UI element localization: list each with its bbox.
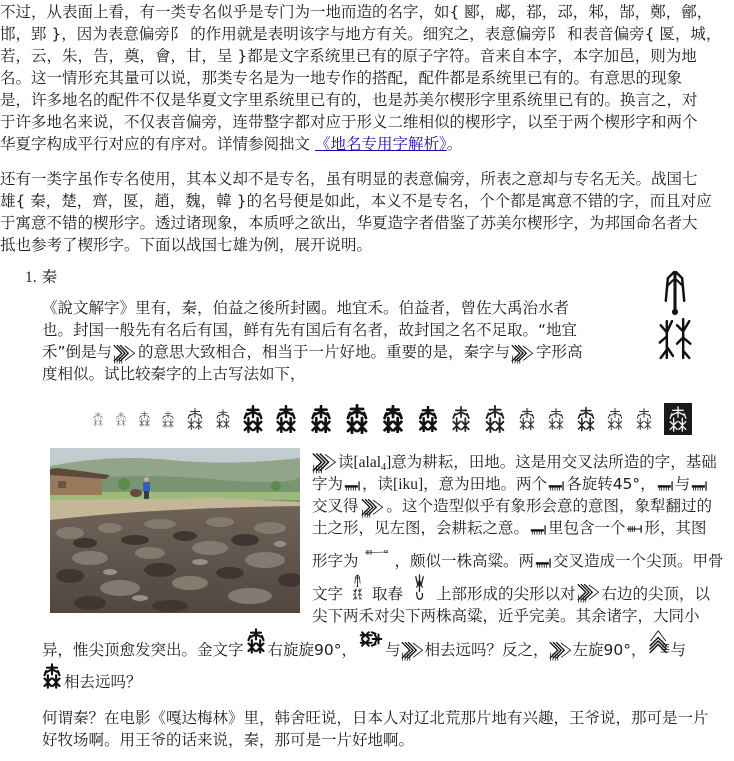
ancient-qin-form-icon xyxy=(635,406,653,432)
text-segment: 交叉造成一个尖顶。甲骨 xyxy=(553,552,724,570)
cuneiform-apin-up-icon xyxy=(648,645,670,657)
text-segment: 右旋旋90°， xyxy=(267,641,357,659)
text-segment: 禾”倒是与 xyxy=(42,343,113,361)
analysis-line xyxy=(42,640,686,661)
paragraph-line xyxy=(42,342,583,363)
text-segment: 相去远吗？反之， xyxy=(424,641,549,659)
text-segment: 土之形，见左图，会耕耘之意。 xyxy=(312,519,530,537)
ancient-qin-form-icon xyxy=(381,405,405,433)
ancient-qin-form-icon xyxy=(115,406,127,432)
analysis-line xyxy=(312,551,724,572)
intro-line: 若，云，朱，告，奠，會，甘，呈 }都是文字系统里已有的原子字符。音来自本字，本字加邑，则为地 xyxy=(0,47,697,65)
ancient-qin-form-icon xyxy=(576,406,596,432)
ancient-qin-forms-row xyxy=(92,402,692,436)
text-segment: 各旋转45°， xyxy=(566,475,656,493)
transliteration: [alal xyxy=(353,454,382,471)
oracle-bone-qin-icon xyxy=(656,268,694,364)
ancient-qin-form-icon xyxy=(92,406,104,432)
paragraph-line: 还有一类字虽作专名使用，其本义却不是专名，虽有明显的表意偏旁，所表之意却与专名无关。战国七 xyxy=(0,170,698,188)
cuneiform-apin-icon xyxy=(549,645,573,657)
article-link[interactable]: 《地名专用字解析》 xyxy=(314,135,447,153)
cuneiform-iku-icon xyxy=(548,479,565,491)
section-number: 1. xyxy=(25,269,37,286)
intro-line: 是，许多地名的配件不仅是华夏文字里系统里已有的，也是苏美尔楔形字里系统里已有的。换言之，对 xyxy=(0,91,698,109)
text-segment: 。这个造型似乎有象形会意的意图，象犁翻过的 xyxy=(386,497,713,515)
text-segment: 相去远吗？ xyxy=(64,673,142,691)
bronze-qin-rotated-icon xyxy=(359,645,383,657)
text-segment: 意为耕耘，田地。这是用交叉法所造的字，基础 xyxy=(391,453,717,471)
ancient-qin-form-icon xyxy=(242,405,264,433)
intro-line: 邯，郢 }，因为表意偏旁阝 的作用就是表明该字与地方有关。细究之，表意偏旁阝 和表音偏旁{ 匽，城， xyxy=(0,25,722,43)
intro-line xyxy=(0,134,462,155)
paragraph-line: 雄{ 秦，楚，齊，匽，趙，魏，韓 }的名号便是如此，本义不是专名，个个都是寓意不错的字，而且对应 xyxy=(0,192,712,210)
text-segment: 左旋90°， xyxy=(572,641,647,659)
ploughed-field-photo xyxy=(50,448,300,613)
analysis-line xyxy=(312,474,709,495)
intro-line: 不过，从表面上看，有一类专名似乎是专门为一地而造的名字，如{ 郾，郕，鄀，䢵，邾，郜，鄭，鄶， xyxy=(0,3,713,21)
cuneiform-iku-icon xyxy=(530,523,547,535)
cuneiform-apin-icon xyxy=(312,457,338,469)
text-segment: 字形高 xyxy=(536,343,583,361)
ancient-qin-form-icon xyxy=(138,406,151,432)
ancient-qin-form-icon xyxy=(344,404,370,434)
paragraph-line: 度相似。试比较秦字的上古写法如下， xyxy=(42,365,306,383)
text-segment: 右边的尖顶，以 xyxy=(601,585,711,603)
text-segment: 读 xyxy=(338,453,354,471)
paragraph-line: 也。封国一般先有名后有国，鲜有先有国后有名者，故封国之名不足取。“地宜 xyxy=(42,321,578,339)
intro-line: 于许多地名来说，不仅表音偏旁，连带整字都对应于形义二维相似的楔形字，以至于两个楔形字和两个 xyxy=(0,113,698,131)
text-segment: 里包含一个 xyxy=(548,519,626,537)
intro-line: 名。这一情形充其量可以说，那类专名是为一地专作的搭配，配件都是系统里已有的。有意思的现象 xyxy=(0,69,683,87)
cuneiform-apin-icon xyxy=(113,347,137,359)
ancient-qin-form-icon xyxy=(416,406,440,432)
ancient-qin-form-icon xyxy=(161,406,175,433)
text-segment: 与 xyxy=(670,641,687,659)
oracle-bone-qin-icon xyxy=(352,589,363,601)
analysis-line xyxy=(312,496,712,517)
text-segment: ，意为田地。两个 xyxy=(423,475,548,493)
cuneiform-apin-icon xyxy=(577,589,601,601)
analysis-line: 尖下两禾对尖下两株高粱，近乎完美。其余诸字，大同小 xyxy=(312,607,700,625)
ancient-qin-form-icon xyxy=(483,405,507,433)
transliteration-end: ] xyxy=(386,454,392,471)
text-segment: 交叉得 xyxy=(312,497,359,515)
paragraph-line: 好牧场啊。用王爷的话来说，秦，那可是一片好地啊。 xyxy=(42,731,415,749)
ancient-qin-form-icon xyxy=(547,406,565,432)
text-segment: 与 xyxy=(385,641,401,659)
ancient-qin-form-icon xyxy=(518,407,536,431)
bronze-qin-icon xyxy=(42,677,62,689)
text-segment: ，颇似一株高粱。两 xyxy=(394,552,535,570)
paragraph-line: 何谓秦？在电影《嘎达梅林》里，韩舍旺说，日本人对辽北荒那片地有兴趣，王爷说，那可是一片 xyxy=(42,709,709,727)
text-segment: 形，其图 xyxy=(644,519,707,537)
cuneiform-apin-icon xyxy=(361,501,385,513)
ancient-qin-form-icon xyxy=(309,405,333,433)
transliteration-index: 4 xyxy=(381,462,387,473)
analysis-line xyxy=(312,452,717,473)
analysis-line xyxy=(312,518,707,539)
ancient-qin-form-icon xyxy=(186,406,204,432)
text-segment: 的意思大致相合，相当于一片好地。重要的是，秦字与 xyxy=(138,343,511,361)
paragraph-line: 于寓意不错的楔形字。透过诸现象，本质呼之欲出，华夏造字者借鉴了苏美尔楔形字，为邦国命名者大 xyxy=(0,214,698,232)
ancient-qin-form-icon xyxy=(606,407,624,431)
oracle-bone-chun-icon xyxy=(413,589,426,601)
text-segment: 取春 xyxy=(372,585,404,603)
text-segment: ，读 xyxy=(362,475,394,493)
analysis-line xyxy=(42,672,142,693)
paragraph-line: 《說文解字》里有，秦，伯益之後所封國。地宜禾。伯益者，曾佐大禹治水者 xyxy=(42,299,570,317)
text-segment: 上部形成的尖形以对 xyxy=(436,585,576,603)
grain-glyph-icon xyxy=(627,523,644,535)
paragraph-line: 抵也参考了楔形字。下面以战国七雄为例，展开说明。 xyxy=(0,236,373,254)
cuneiform-apin-icon xyxy=(401,645,425,657)
cuneiform-iku-icon xyxy=(535,556,552,568)
transliteration: [iku] xyxy=(393,476,424,493)
seal-stamp-qin-icon xyxy=(664,403,692,435)
ancient-qin-form-icon xyxy=(450,406,472,432)
grain-glyph-long-icon xyxy=(363,556,389,568)
text-segment: 与 xyxy=(674,475,691,493)
section-title: 秦 xyxy=(41,268,58,286)
text-segment: 文字 xyxy=(312,585,344,603)
ancient-qin-form-icon xyxy=(215,407,231,431)
text-segment: 异，惟尖顶愈发突出。金文字 xyxy=(42,641,244,659)
cuneiform-iku-icon xyxy=(657,479,674,491)
intro-period: 。 xyxy=(446,135,463,153)
cuneiform-iku-icon xyxy=(691,479,708,491)
section-heading xyxy=(25,267,57,288)
cuneiform-iku-icon xyxy=(344,479,361,491)
ancient-qin-form-icon xyxy=(274,405,298,433)
intro-text: 华夏字构成平行对应的有序对。详情参阅拙文 xyxy=(0,135,311,153)
bronze-qin-icon xyxy=(246,645,266,657)
text-segment: 字为 xyxy=(312,475,344,493)
text-segment: 形字为 xyxy=(312,552,359,570)
analysis-line xyxy=(312,584,710,605)
cuneiform-apin-icon xyxy=(511,347,535,359)
